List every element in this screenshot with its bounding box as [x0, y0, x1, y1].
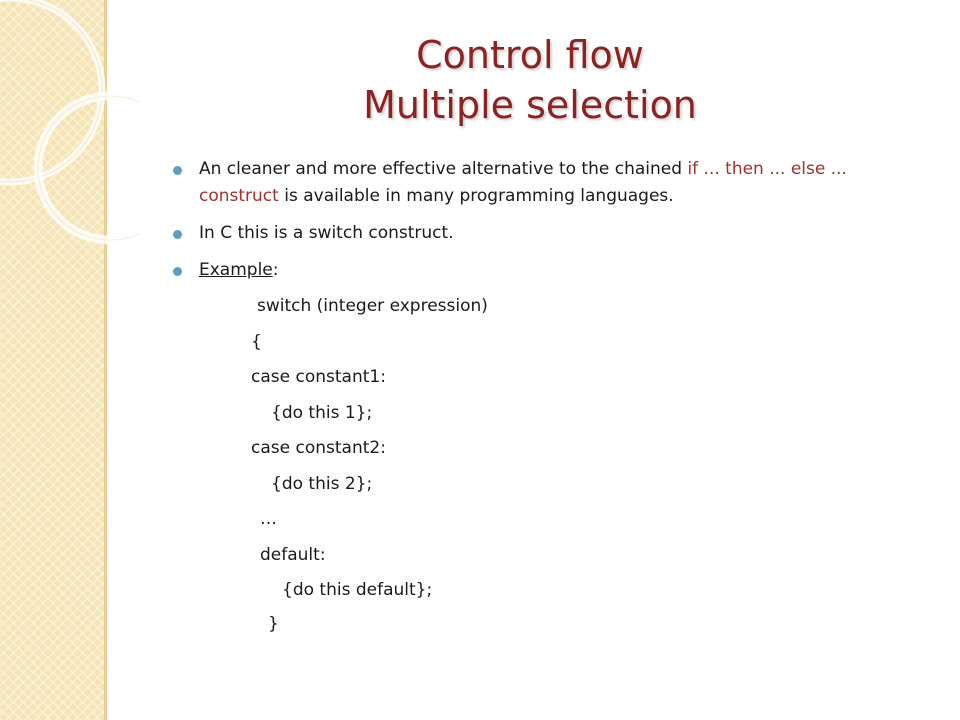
title-line-1: Control flow: [416, 33, 644, 77]
code-line: default:: [260, 545, 326, 565]
bullet-text-accent: if ... then ... else ... construct: [199, 159, 847, 206]
decorative-rings: [0, 0, 140, 300]
example-colon: :: [272, 260, 279, 280]
decorative-ring-large: [0, 0, 102, 182]
decorative-ring-outline: [0, 0, 102, 182]
code-line: …: [260, 509, 277, 529]
bullet-item-alternative: [160, 156, 880, 210]
bullet-text: In C this is a switch construct.: [199, 223, 454, 243]
bullet-item-example: [160, 257, 880, 284]
bullet-text-end: is available in many programming languages.: [278, 186, 674, 206]
code-line: {do this 1};: [271, 403, 373, 423]
code-line: }: [268, 614, 279, 634]
example-label: Example: [199, 260, 273, 280]
bullet-text-start: An cleaner and more effective alternative to the chained: [199, 159, 688, 179]
code-line: switch (integer expression): [257, 296, 488, 316]
title-line-2: Multiple selection: [363, 83, 697, 127]
code-line: case constant2:: [251, 438, 386, 458]
code-line: case constant1:: [251, 367, 386, 387]
code-line: {do this default};: [282, 580, 433, 600]
slide-title: [300, 30, 760, 130]
bullet-dot-icon: [173, 267, 182, 276]
bullet-dot-icon: [173, 166, 182, 175]
bullet-item-switch: [160, 220, 880, 247]
code-line: {: [251, 332, 262, 352]
code-line: {do this 2};: [271, 474, 373, 494]
bullet-list: [160, 156, 880, 294]
bullet-dot-icon: [173, 230, 182, 239]
